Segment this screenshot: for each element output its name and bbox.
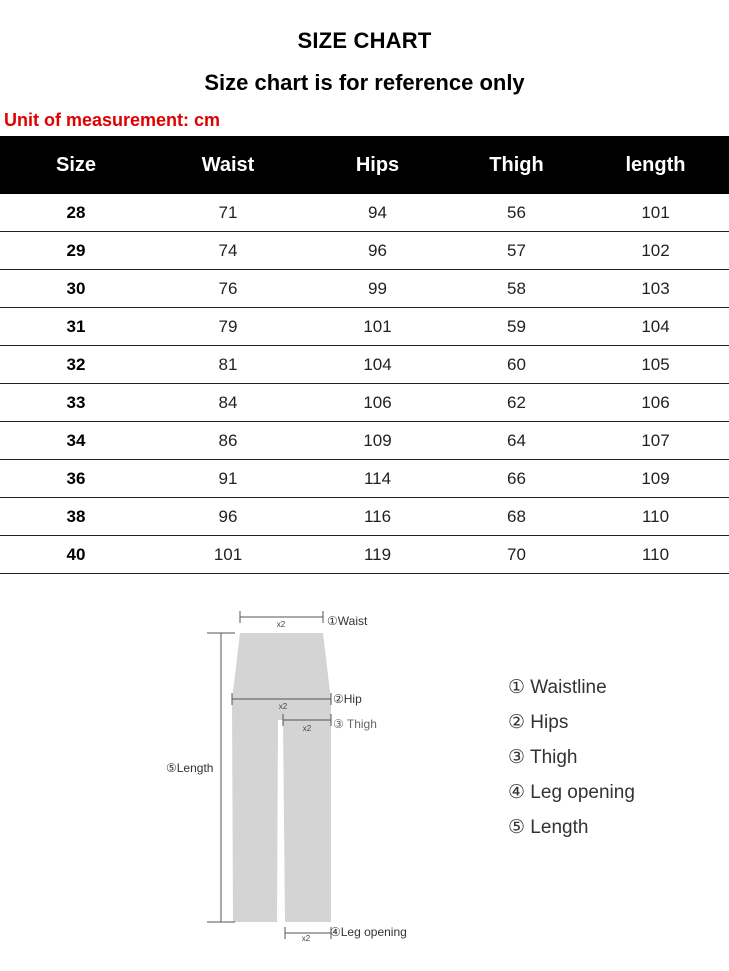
length-cell: 110 bbox=[582, 536, 729, 574]
table-header-row bbox=[0, 136, 729, 194]
length-cell: 104 bbox=[582, 308, 729, 346]
hip-x2-label: x2 bbox=[278, 702, 288, 711]
hips-cell: 106 bbox=[304, 384, 451, 422]
size-cell: 31 bbox=[0, 308, 152, 346]
leg-opening-x2-label: x2 bbox=[301, 934, 311, 943]
thigh-cell: 66 bbox=[451, 460, 582, 498]
size-cell: 40 bbox=[0, 536, 152, 574]
size-table bbox=[0, 136, 729, 574]
length-cell: 110 bbox=[582, 498, 729, 536]
waist-cell: 91 bbox=[152, 460, 304, 498]
size-cell: 38 bbox=[0, 498, 152, 536]
header-thigh: Thigh bbox=[451, 136, 582, 194]
hips-cell: 119 bbox=[304, 536, 451, 574]
table-row bbox=[0, 498, 729, 536]
hips-cell: 96 bbox=[304, 232, 451, 270]
unit-note: Unit of measurement: cm bbox=[4, 110, 221, 130]
legend-item: ⑤ Length bbox=[508, 817, 589, 838]
thigh-cell: 58 bbox=[451, 270, 582, 308]
length-cell: 109 bbox=[582, 460, 729, 498]
size-cell: 30 bbox=[0, 270, 152, 308]
table-row bbox=[0, 194, 729, 232]
table-row bbox=[0, 536, 729, 574]
waist-cell: 96 bbox=[152, 498, 304, 536]
table-row bbox=[0, 460, 729, 498]
hips-cell: 109 bbox=[304, 422, 451, 460]
hips-cell: 104 bbox=[304, 346, 451, 384]
length-cell: 102 bbox=[582, 232, 729, 270]
length-cell: 105 bbox=[582, 346, 729, 384]
thigh-cell: 68 bbox=[451, 498, 582, 536]
table-row bbox=[0, 232, 729, 270]
thigh-cell: 57 bbox=[451, 232, 582, 270]
thigh-cell: 64 bbox=[451, 422, 582, 460]
size-cell: 32 bbox=[0, 346, 152, 384]
size-cell: 34 bbox=[0, 422, 152, 460]
chart-subtitle: Size chart is for reference only bbox=[204, 70, 525, 95]
thigh-label: ③ Thigh bbox=[333, 717, 377, 731]
legend-item: ① Waistline bbox=[508, 677, 607, 698]
length-cell: 103 bbox=[582, 270, 729, 308]
waist-cell: 76 bbox=[152, 270, 304, 308]
hips-cell: 114 bbox=[304, 460, 451, 498]
hips-cell: 116 bbox=[304, 498, 451, 536]
length-cell: 106 bbox=[582, 384, 729, 422]
waist-cell: 101 bbox=[152, 536, 304, 574]
size-cell: 29 bbox=[0, 232, 152, 270]
table-row bbox=[0, 384, 729, 422]
header-hips: Hips bbox=[304, 136, 451, 194]
waist-cell: 84 bbox=[152, 384, 304, 422]
size-cell: 33 bbox=[0, 384, 152, 422]
chart-title: SIZE CHART bbox=[297, 28, 432, 53]
length-cell: 107 bbox=[582, 422, 729, 460]
table-row bbox=[0, 308, 729, 346]
waist-cell: 86 bbox=[152, 422, 304, 460]
hip-label: ②Hip bbox=[333, 692, 362, 706]
size-cell: 36 bbox=[0, 460, 152, 498]
waist-cell: 71 bbox=[152, 194, 304, 232]
table-row bbox=[0, 270, 729, 308]
waist-cell: 81 bbox=[152, 346, 304, 384]
hips-cell: 101 bbox=[304, 308, 451, 346]
thigh-x2-label: x2 bbox=[302, 724, 312, 733]
header-length: length bbox=[582, 136, 729, 194]
waist-cell: 74 bbox=[152, 232, 304, 270]
thigh-cell: 59 bbox=[451, 308, 582, 346]
waist-label: ①Waist bbox=[327, 614, 368, 628]
size-cell: 28 bbox=[0, 194, 152, 232]
leg-opening-label: ④Leg opening bbox=[330, 925, 407, 939]
legend-item: ② Hips bbox=[508, 712, 569, 733]
length-label: ⑤Length bbox=[166, 761, 214, 775]
waist-x2-label: x2 bbox=[276, 620, 286, 629]
length-cell: 101 bbox=[582, 194, 729, 232]
table-row bbox=[0, 422, 729, 460]
table-row bbox=[0, 346, 729, 384]
hips-cell: 99 bbox=[304, 270, 451, 308]
waist-cell: 79 bbox=[152, 308, 304, 346]
legend-item: ④ Leg opening bbox=[508, 782, 635, 803]
pants-silhouette bbox=[232, 633, 331, 922]
header-size: Size bbox=[0, 136, 152, 194]
length-measure-line bbox=[207, 633, 235, 922]
thigh-cell: 56 bbox=[451, 194, 582, 232]
thigh-cell: 70 bbox=[451, 536, 582, 574]
thigh-cell: 60 bbox=[451, 346, 582, 384]
thigh-cell: 62 bbox=[451, 384, 582, 422]
header-waist: Waist bbox=[152, 136, 304, 194]
hips-cell: 94 bbox=[304, 194, 451, 232]
legend-item: ③ Thigh bbox=[508, 747, 578, 768]
measurement-legend bbox=[508, 676, 635, 851]
